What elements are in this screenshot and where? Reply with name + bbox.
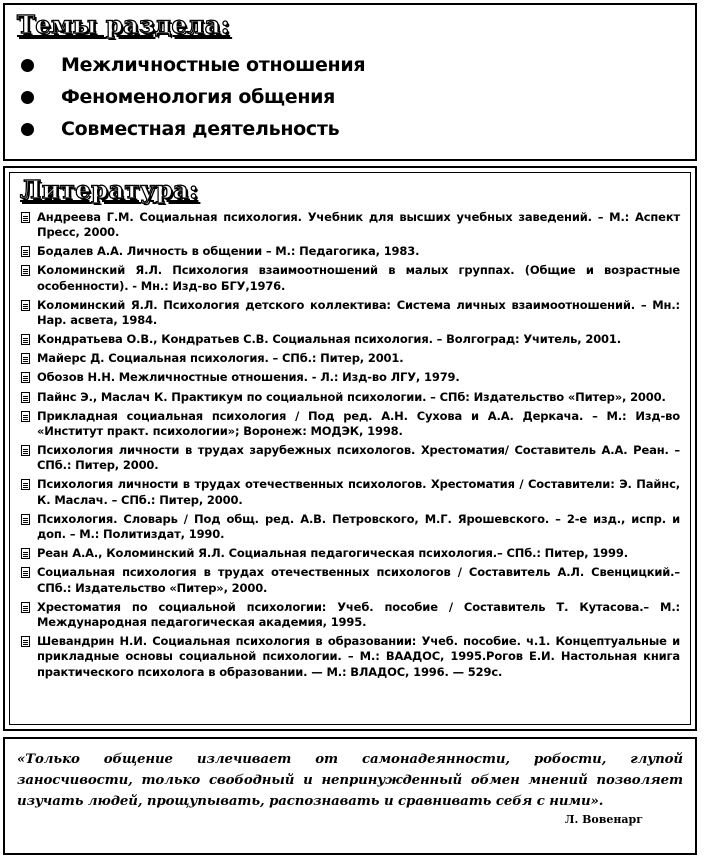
topic-label: Совместная деятельность xyxy=(61,118,340,140)
literature-heading: Литература: xyxy=(20,175,199,204)
reference-item xyxy=(20,332,680,347)
document-icon xyxy=(21,548,30,559)
reference-item xyxy=(20,546,680,561)
reference-text: Психология личности в трудах зарубежных психологов. Хрестоматия/ Составитель А.А. Реан. – СПб.: Питер, 2000. xyxy=(37,443,680,473)
reference-item xyxy=(20,390,680,405)
document-icon xyxy=(21,334,30,345)
topic-item xyxy=(17,49,683,81)
document-icon xyxy=(21,479,30,490)
document-icon xyxy=(21,445,30,456)
document-icon xyxy=(21,300,30,311)
reference-text: Психология личности в трудах отечественных психологов. Хрестоматия / Составители: Э. Пайнс, К. Маслач. – СПб.: Питер, 2000. xyxy=(37,477,680,507)
bullet-icon xyxy=(21,91,34,104)
quote-text: «Только общение излечивает от самонадеянности, робости, глупой заносчивости, только свободный и непринужденный обмен мнений позволяет изучать людей, прощупывать, распознавать и сравнивать себя с ними». xyxy=(17,752,683,809)
reference-item xyxy=(20,263,680,294)
reference-item xyxy=(20,512,680,543)
topics-list xyxy=(17,49,683,145)
reference-item xyxy=(20,244,680,259)
quote-author: Л. Вовенарг xyxy=(564,813,643,826)
document-icon xyxy=(21,353,30,364)
topic-item xyxy=(17,81,683,113)
reference-text: Шевандрин Н.И. Социальная психология в образовании: Учеб. пособие. ч.1. Концептуальные и прикладные основы социальной психологии. – М.: ВААДОС, 1995.Рогов Е.И. Настольная книга практического психолога в образовании. — М.: ВЛАДОС, 1996. — 529с. xyxy=(37,634,680,679)
reference-text: Бодалев А.А. Личность в общении – М.: Педагогика, 1983. xyxy=(37,244,420,259)
reference-item xyxy=(20,443,680,474)
literature-section xyxy=(3,166,697,731)
reference-item xyxy=(20,477,680,508)
bullet-icon xyxy=(21,59,34,72)
literature-frame xyxy=(9,172,691,725)
topic-item xyxy=(17,113,683,145)
reference-text: Реан А.А., Коломинский Я.Л. Социальная педагогическая психология.– СПб.: Питер, 1999. xyxy=(37,546,628,561)
document-icon xyxy=(21,212,30,223)
reference-item xyxy=(20,370,680,385)
reference-text: Психология. Словарь / Под общ. ред. А.В. Петровского, М.Г. Ярошевского. – 2-е изд., испр. и доп. – М.: Политиздат, 1990. xyxy=(37,511,680,542)
quote-section xyxy=(3,737,697,855)
document-icon xyxy=(21,602,30,613)
document-icon xyxy=(21,392,30,403)
reference-text: Коломинский Я.Л. Психология детского коллектива: Система личных взаимоотношений. – Мн.: Нар. асвета, 1984. xyxy=(37,297,680,328)
reference-item xyxy=(20,409,680,440)
document-icon xyxy=(21,567,30,578)
reference-text: Социальная психология в трудах отечественных психологов / Составитель А.Л. Свенцицкий.– СПб.: Издательство «Питер», 2000. xyxy=(37,565,680,595)
reference-item xyxy=(20,298,680,329)
reference-item xyxy=(20,634,680,680)
topics-heading: Темы раздела: xyxy=(17,10,231,39)
reference-item xyxy=(20,565,680,596)
reference-text: Кондратьева О.В., Кондратьев С.В. Социальная психология. – Волгоград: Учитель, 2001. xyxy=(37,332,621,347)
reference-item xyxy=(20,351,680,366)
reference-item xyxy=(20,600,680,631)
reference-text: Хрестоматия по социальной психологии: Учеб. пособие / Составитель Т. Кутасова.– М.: Международная педагогическая академия, 1995. xyxy=(37,599,680,629)
reference-item xyxy=(20,210,680,241)
reference-text: Коломинский Я.Л. Психология взаимоотношений в малых группах. (Общие и возрастные особенности). - Мн.: Изд-во БГУ,1976. xyxy=(37,263,680,293)
reference-text: Майерс Д. Социальная психология. – СПб.: Питер, 2001. xyxy=(37,351,404,366)
document-icon xyxy=(21,411,30,422)
reference-text: Пайнс Э., Маслач К. Практикум по социальной психологии. – СПб: Издательство «Питер», 2000. xyxy=(37,389,666,404)
document-icon xyxy=(21,246,30,257)
reference-text: Андреева Г.М. Социальная психология. Учебник для высших учебных заведений. – М.: Аспект Пресс, 2000. xyxy=(37,210,680,240)
reference-text: Прикладная социальная психология / Под ред. А.Н. Сухова и А.А. Деркача. – М.: Изд-во «Институт практ. психологии»; Воронеж: МОДЭК, 1998. xyxy=(37,408,680,438)
topic-label: Межличностные отношения xyxy=(61,54,366,76)
bullet-icon xyxy=(21,123,34,136)
reference-text: Обозов Н.Н. Межличностные отношения. - Л.: Изд-во ЛГУ, 1979. xyxy=(37,370,460,385)
document-icon xyxy=(21,636,30,647)
document-icon xyxy=(21,372,30,383)
topic-label: Феноменология общения xyxy=(61,86,336,108)
document-icon xyxy=(21,514,30,525)
document-icon xyxy=(21,265,30,276)
topics-section xyxy=(3,3,697,161)
reference-list xyxy=(20,210,680,680)
